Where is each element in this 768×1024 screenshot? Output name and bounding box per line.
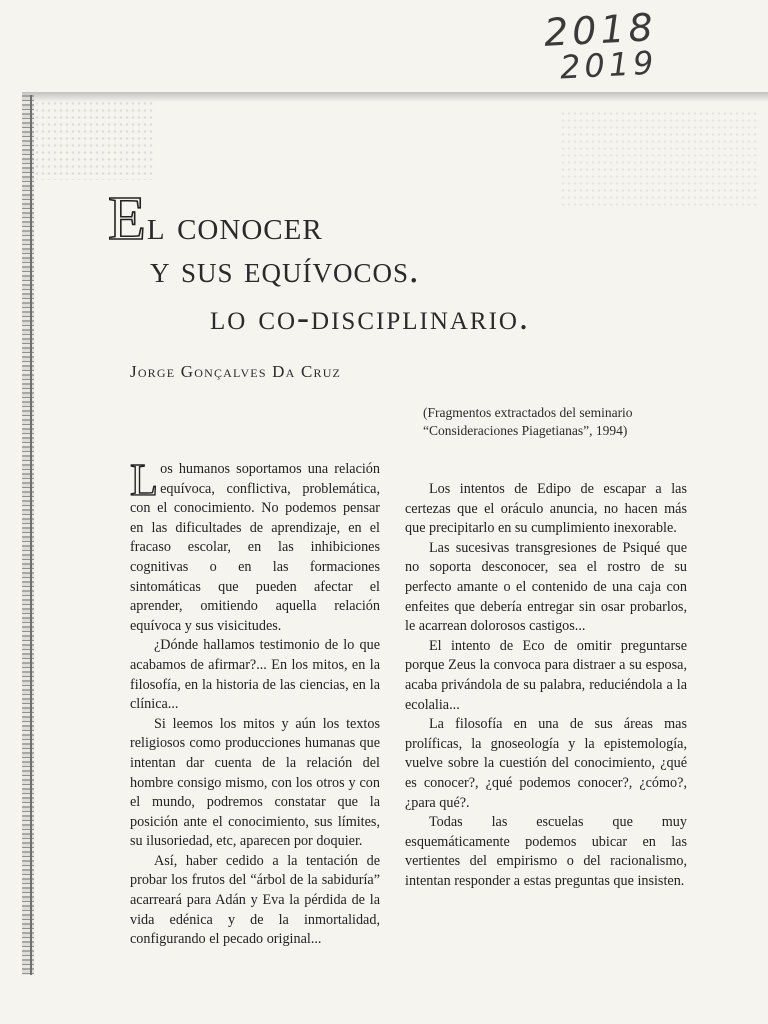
scan-left-edge — [22, 95, 34, 975]
paragraph: Las sucesivas transgresiones de Psiqué que no soporta desconocer, sea el rostro de su perfecto amante o el contenido de una caja con enfeites que debería entregar sin osar probarlos, le acarrean dolorosos castigos... — [405, 539, 687, 635]
scan-speckle — [560, 110, 760, 210]
title-line-3: lo co-disciplinario. — [210, 297, 530, 337]
paragraph: El intento de Eco de omitir preguntarse porque Zeus la convoca para distraer a su esposa, acaba privándola de su palabra, reduciéndola a la ecolalia... — [405, 637, 687, 713]
title-line-2: y sus equívocos. — [150, 249, 420, 291]
paragraph — [130, 454, 380, 636]
body-column-right — [405, 480, 687, 891]
source-note-line-1: (Fragmentos extractados del seminario — [423, 405, 633, 420]
body-column-left — [130, 454, 380, 950]
drop-cap: L — [130, 454, 159, 505]
handwritten-year-1: 2018 — [542, 5, 658, 55]
title-initial: E — [108, 185, 147, 253]
scan-left-edge-line — [30, 95, 32, 975]
paragraph: La filosofía en una de sus áreas mas prolíficas, la gnoseología y la epistemología, vuelve sobre la cuestión del conocimiento, ¿qué es conocer?, ¿qué podemos conocer?, ¿cómo?, ¿para qué?. — [405, 716, 687, 811]
scan-speckle — [34, 100, 154, 180]
paragraph: Si leemos los mitos y aún los textos religiosos como producciones humanas que intentan dar cuenta de la relación del hombre consigo mismo, con los otros y con el mundo, podremos constatar que la posición ante el conocimiento, sus límites, su ilusoriedad, etc, aparecen por doquier. — [130, 715, 380, 850]
handwritten-year-2: 2019 — [559, 43, 659, 87]
source-note — [423, 404, 723, 440]
paragraph: Todas las escuelas que muy esquemáticamente podemos ubicar en las vertientes del empirismo o del racionalismo, intentan responder a estas preguntas que insisten. — [405, 814, 687, 889]
paragraph: ¿Dónde hallamos testimonio de lo que acabamos de afirmar?... En los mitos, en la filosofía, en la historia de las ciencias, en la clínica... — [130, 637, 380, 713]
paragraph: Así, haber cedido a la tentación de probar los frutos del “árbol de la sabiduría” acarreará para Adán y Eva la pérdida de la vida edénica y de la inmortalidad, configurando el pecado original... — [130, 852, 380, 948]
title-line-1 — [108, 185, 323, 253]
source-note-line-2: “Consideraciones Piagetianas”, 1994) — [423, 423, 628, 438]
author-name: Jorge Gonçalves Da Cruz — [130, 362, 342, 381]
paragraph-text: os humanos soportamos una relación equívoca, conflictiva, problemática, con el conocimiento. No podemos pensar en las dificultades de aprendizaje, en el fracaso escolar, en las inhibiciones cognitivas o en las formaciones sintomáticas que pueden afectar el aprender, omitiendo aquella relación equívoca y sus visicitudes. — [130, 461, 380, 634]
title-line-1-text: l conocer — [146, 203, 323, 249]
paragraph: Los intentos de Edipo de escapar a las certezas que el oráculo anuncia, no hacen más que precipitarlo en su cumplimiento inexorable. — [405, 481, 687, 537]
handwritten-years — [532, 5, 682, 88]
